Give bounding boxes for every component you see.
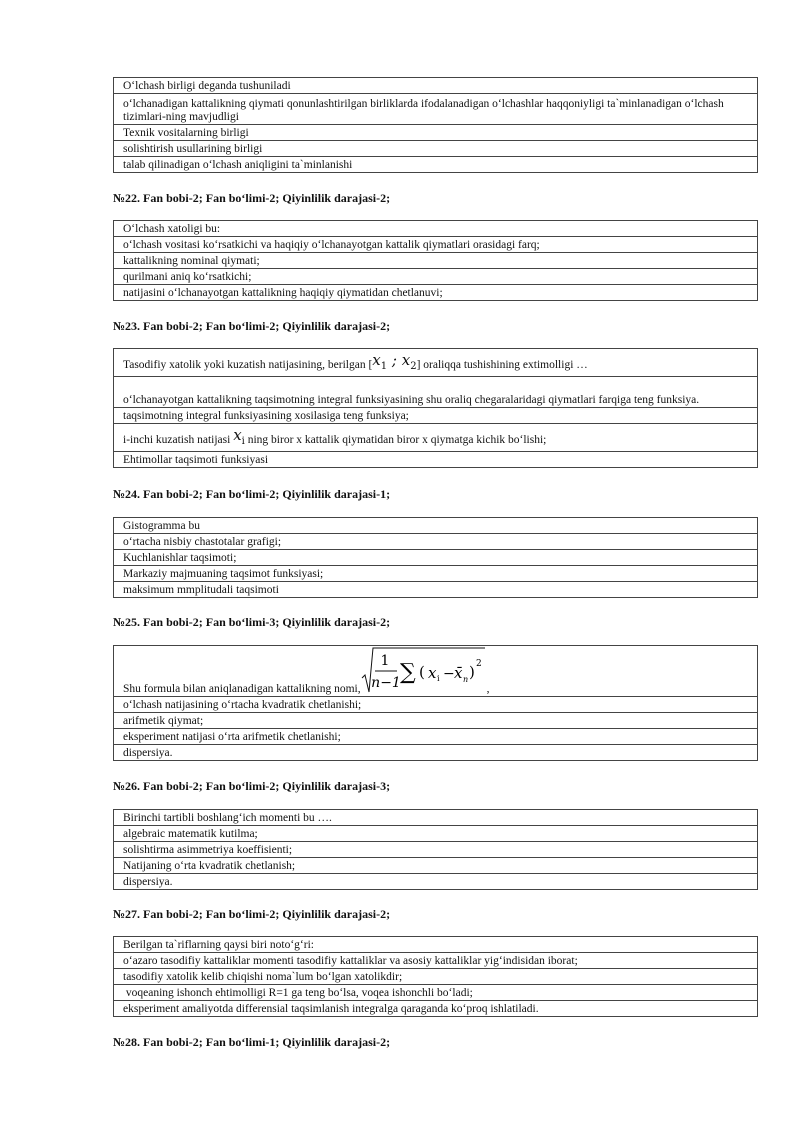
question-text-end: ] oraliqqa tushishining extimolligi … <box>416 359 588 371</box>
question-22-heading: №22. Fan bobi-2; Fan bo‘limi-2; Qiyinlilik darajasi-2; <box>113 191 391 205</box>
question-text <box>114 349 758 377</box>
answer-option: o‘lchash natijasining o‘rtacha kvadratik chetlanishi; <box>114 697 758 713</box>
answer-option: Natijaning o‘rta kvadratik chetlanish; <box>114 858 758 874</box>
answer-option: talab qilinadigan o‘lchash aniqligini ta`minlanishi <box>114 157 758 173</box>
answer-option: o‘rtacha nisbiy chastotalar grafigi; <box>114 534 758 550</box>
question-26-heading: №26. Fan bobi-2; Fan bo‘limi-2; Qiyinlilik darajasi-3; <box>113 779 391 793</box>
answer-option: o‘lchash vositasi ko‘rsatkichi va haqiqiy o‘lchanayotgan kattalik qiymatlari orasidagi farq; <box>114 237 758 253</box>
svg-text:∑: ∑ <box>399 660 416 685</box>
question-text: O‘lchash xatoligi bu: <box>114 221 758 237</box>
question-27-table <box>113 936 758 1017</box>
question-text: Birinchi tartibli boshlang‘ich momenti bu …. <box>114 810 758 826</box>
svg-text:x: x <box>427 664 437 682</box>
answer-option: tasodifiy xatolik kelib chiqishi noma`lum bo‘lgan xatolikdir; <box>114 969 758 985</box>
svg-text:n−1: n−1 <box>370 675 401 691</box>
answer-option: arifmetik qiymat; <box>114 713 758 729</box>
answer-option: o‘azaro tasodifiy kattaliklar momenti tasodifiy kattaliklar va asosiy kattaliklar yig‘indisidan iborat; <box>114 953 758 969</box>
question-text: Berilgan ta`riflarning qaysi biri noto‘g‘ri: <box>114 937 758 953</box>
answer-option: eksperiment amaliyotda differensial taqsimlanish integralga qaraganda ko‘proq ishlatiladi. <box>114 1001 758 1017</box>
answer-option: solishtirma asimmetriya koeffisienti; <box>114 842 758 858</box>
svg-text:i: i <box>436 674 440 683</box>
question-26-table <box>113 809 758 890</box>
answer-option: dispersiya. <box>114 745 758 761</box>
question-25-table <box>113 645 758 761</box>
answer-option: Markaziy majmuaning taqsimot funksiyasi; <box>114 566 758 582</box>
answer-option: Kuchlanishlar taqsimoti; <box>114 550 758 566</box>
question-text: Gistogramma bu <box>114 518 758 534</box>
answer-option: maksimum mmplitudali taqsimoti <box>114 582 758 598</box>
svg-text:n: n <box>462 675 468 684</box>
svg-text:2: 2 <box>475 659 482 669</box>
answer-option: kattalikning nominal qiymati; <box>114 253 758 269</box>
question-text: O‘lchash birligi deganda tushuniladi <box>114 78 758 94</box>
question-25-heading: №25. Fan bobi-2; Fan bo‘limi-3; Qiyinlilik darajasi-2; <box>113 615 391 629</box>
answer-option: Texnik vositalarning birligi <box>114 125 758 141</box>
xi-formula: $x_i$ <box>233 426 245 447</box>
question-text: Shu formula bilan aniqlanadigan kattalikning nomi, 1 n−1 ∑ ( x i − x̄ n ) 2 , <box>114 646 758 697</box>
question-24-heading: №24. Fan bobi-2; Fan bo‘limi-2; Qiyinlilik darajasi-1; <box>113 487 391 501</box>
answer-option: qurilmani aniq ko‘rsatkichi; <box>114 269 758 285</box>
svg-text:x̄: x̄ <box>453 664 463 682</box>
question-22-table <box>113 220 758 301</box>
answer-option: o‘lchanayotgan kattalikning taqsimotning integral funksiyasining shu oraliq chegaralaridagi qiymatlari farqiga teng funksiya. <box>114 377 758 408</box>
answer-option: Ehtimollar taqsimoti funksiyasi <box>114 452 758 468</box>
answer-option: eksperiment natijasi o‘rta arifmetik chetlanishi; <box>114 729 758 745</box>
question-23-heading: №23. Fan bobi-2; Fan bo‘limi-2; Qiyinlilik darajasi-2; <box>113 319 391 333</box>
answer-option: solishtirish usullarining birligi <box>114 141 758 157</box>
answer-option: natijasini o‘lchanayotgan kattalikning haqiqiy qiymatidan chetlanuvi; <box>114 285 758 301</box>
answer-option: voqeaning ishonch ehtimolligi R=1 ga teng bo‘lsa, voqea ishonchli bo‘ladi; <box>114 985 758 1001</box>
answer-option: i-inchi kuzatish natijasi $x_i$ ning biror x kattalik qiymatidan biror x qiymatga kichik bo‘lishi; <box>114 424 758 452</box>
svg-text:−: − <box>442 666 455 682</box>
question-27-heading: №27. Fan bobi-2; Fan bo‘limi-2; Qiyinlilik darajasi-2; <box>113 907 391 921</box>
svg-text:1: 1 <box>380 653 390 669</box>
question-28-heading: №28. Fan bobi-2; Fan bo‘limi-1; Qiyinlilik darajasi-2; <box>113 1035 391 1049</box>
answer-option: dispersiya. <box>114 874 758 890</box>
standard-deviation-formula <box>361 646 487 694</box>
interval-formula: $x_1$ ; $x_2$ <box>372 351 417 372</box>
answer-option: taqsimotning integral funksiyasining xosilasiga teng funksiya; <box>114 408 758 424</box>
question-24-table <box>113 517 758 598</box>
question-21-table <box>113 77 758 173</box>
question-text-start: Tasodifiy xatolik yoki kuzatish natijasining, berilgan [ <box>123 359 373 371</box>
svg-text:(: ( <box>418 663 425 681</box>
svg-text:): ) <box>468 663 475 681</box>
question-23-table <box>113 348 758 468</box>
answer-option: o‘lchanadigan kattalikning qiymati qonunlashtirilgan birliklarda ifodalanadigan o‘lchashlar haqqoniyligi ta`minlanadigan o‘lchash tizimlari-ning mavjudligi <box>114 94 758 125</box>
answer-option: algebraic matematik kutilma; <box>114 826 758 842</box>
